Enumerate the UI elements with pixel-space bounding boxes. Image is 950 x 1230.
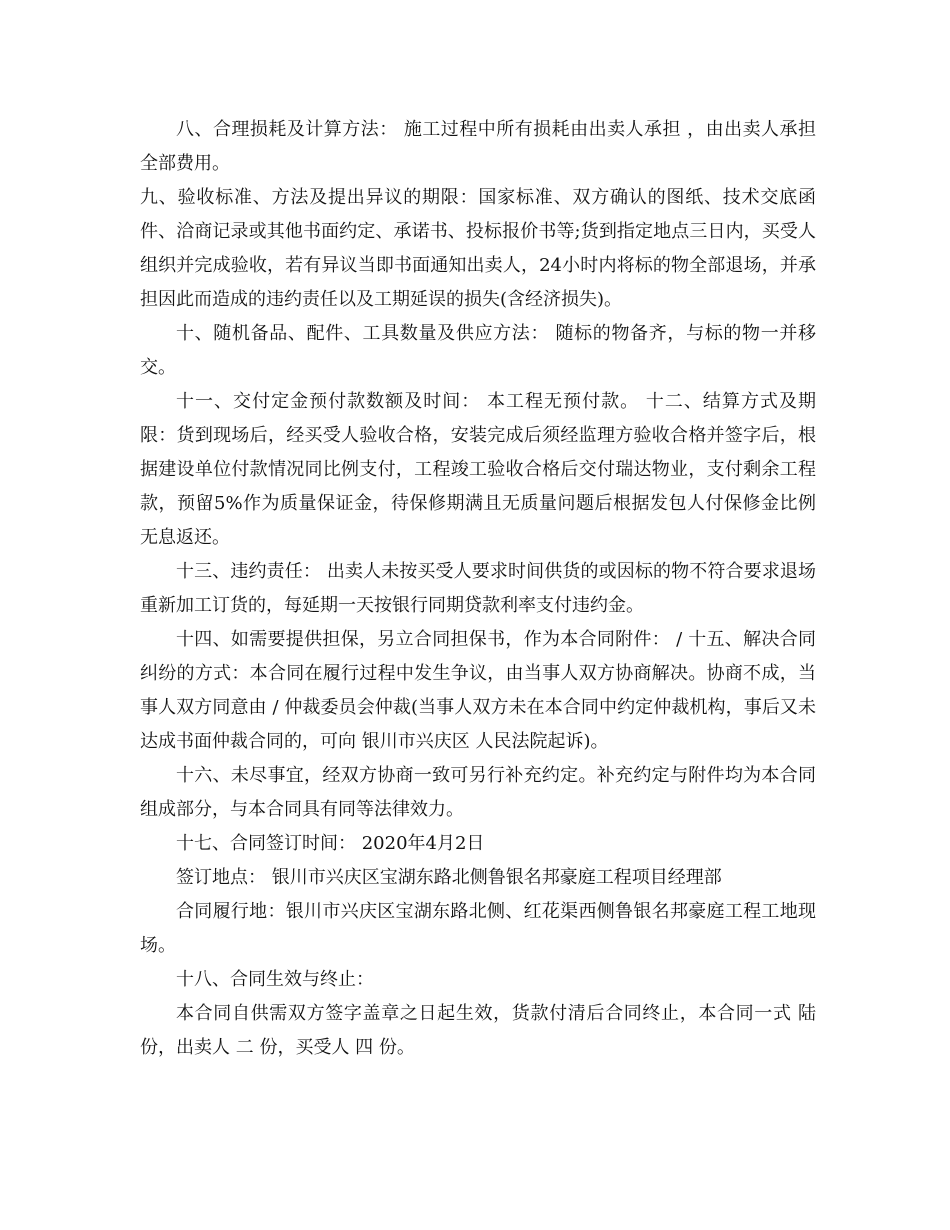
clause-10-paragraph: 十、随机备品、配件、工具数量及供应方法： 随标的物备齐，与标的物一并移交。 <box>140 323 816 378</box>
clause-14-15-paragraph: 十四、如需要提供担保，另立合同担保书，作为本合同附件： / 十五、解决合同纠纷的方式：本合同在履行过程中发生争议，由当事人双方协商解决。协商不成，当事人双方同意由 / 仲裁委员会仲裁(当事人双方未在本合同中约定仲裁机构，事后又未达成书面仲裁合同的，可向 银川市兴庆区 人民法院起诉)。 <box>140 629 816 752</box>
clause-9-paragraph: 九、验收标准、方法及提出异议的期限：国家标准、双方确认的图纸、技术交底函件、洽商记录或其他书面约定、承诺书、投标报价书等;货到指定地点三日内，买受人组织并完成验收，若有异议当即书面通知出卖人，24小时内将标的物全部退场，并承担因此而造成的违约责任以及工期延误的损失(含经济损失)。 <box>140 187 816 310</box>
clause-8-paragraph: 八、合理损耗及计算方法： 施工过程中所有损耗由出卖人承担 ，由出卖人承担全部费用。 <box>140 119 816 174</box>
clause-18-heading: 十八、合同生效与终止： <box>176 969 374 990</box>
clause-18-body-paragraph: 本合同自供需双方签字盖章之日起生效，货款付清后合同终止，本合同一式 陆 份，出卖人 二 份，买受人 四 份。 <box>140 1003 816 1058</box>
signing-place-paragraph: 签订地点： 银川市兴庆区宝湖东路北侧鲁银名邦豪庭工程项目经理部 <box>176 867 722 888</box>
clause-13-paragraph: 十三、违约责任： 出卖人未按买受人要求时间供货的或因标的物不符合要求退场重新加工订货的，每延期一天按银行同期贷款利率支付违约金。 <box>140 561 816 616</box>
clause-17-paragraph: 十七、合同签订时间： 2020年4月2日 <box>176 833 485 854</box>
clause-16-paragraph: 十六、未尽事宜，经双方协商一致可另行补充约定。补充约定与附件均为本合同组成部分，与本合同具有同等法律效力。 <box>140 765 816 820</box>
contract-body <box>140 113 816 1065</box>
performance-place-paragraph: 合同履行地：银川市兴庆区宝湖东路北侧、红花渠西侧鲁银名邦豪庭工程工地现场。 <box>140 901 816 956</box>
clause-11-12-paragraph: 十一、交付定金预付款数额及时间： 本工程无预付款。 十二、结算方式及期限：货到现场后，经买受人验收合格，安装完成后须经监理方验收合格并签字后，根据建设单位付款情况同比例支付，工程竣工验收合格后交付瑞达物业，支付剩余工程款，预留5%作为质量保证金，待保修期满且无质量问题后根据发包人付保修金比例无息返还。 <box>140 391 816 548</box>
